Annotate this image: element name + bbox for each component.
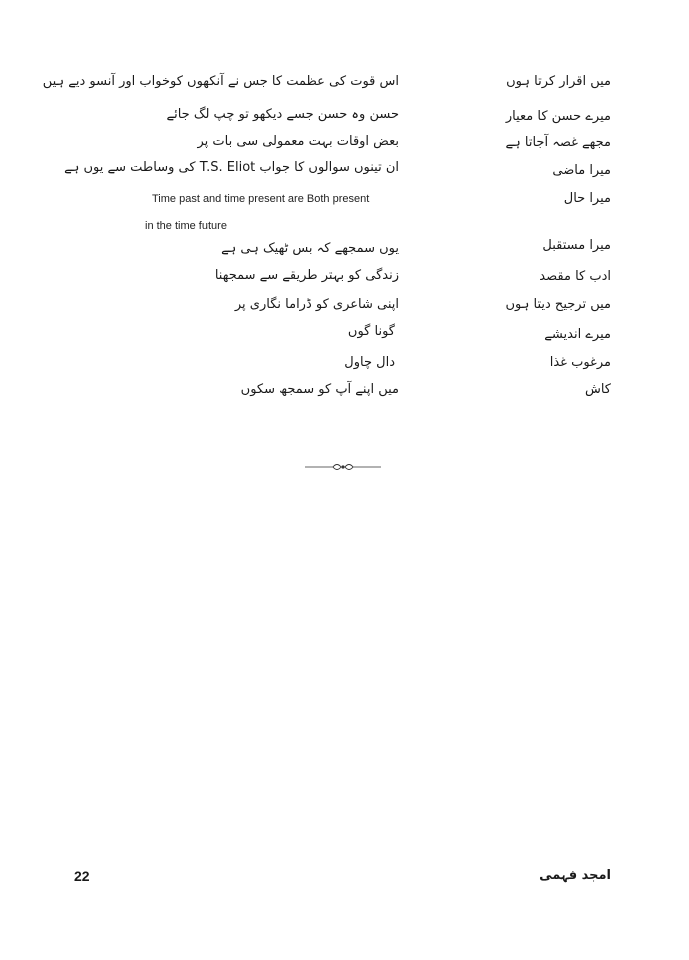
answer-andeshay: گونا گوں [347,324,395,339]
label-kash: کاش [584,382,611,397]
label-ghussa: مجھے غصہ آجاتا ہے [505,135,611,150]
label-adab: ادب کا مقصد [539,269,611,284]
label-husn: میرے حسن کا معیار [505,109,611,124]
answer-kash: میں اپنے آپ کو سمجھ سکوں [240,382,399,397]
answer-ghussa: بعض اوقات بہت معمولی سی بات پر [197,134,399,149]
label-tarjeeh: میں ترجیح دیتا ہوں [505,297,611,312]
answer-mazi: ان تینوں سوالوں کا جواب T.S. Eliot کی وساطت سے یوں ہے [64,160,399,175]
answer-ghiza: دال چاول [344,355,395,370]
label-iqrar: میں اقرار کرتا ہوں [506,74,611,89]
label-ghiza: مرغوب غذا [549,355,611,370]
label-haal: میرا حال [563,191,611,206]
answer-tarjeeh: اپنی شاعری کو ڈراما نگاری پر [234,297,399,312]
answer-iqrar: اس قوت کی عظمت کا جس نے آنکھوں کوخواب اور آنسو دیے ہیں [42,74,399,89]
answer-mustaqbil: یوں سمجھے کہ بس ٹھیک ہی ہے [221,241,399,256]
label-andeshay: میرے اندیشے [544,327,611,342]
label-mazi: میرا ماضی [552,163,611,178]
quote-line-1: Time past and time present are Both present [152,193,370,205]
quote-line-2: in the time future [145,220,227,232]
page-number: 22 [74,868,90,884]
answer-adab: زندگی کو بہتر طریقے سے سمجھنا [214,268,399,283]
label-mustaqbil: میرا مستقبل [542,238,611,253]
answer-husn: حسن وہ حسن جسے دیکھو تو چپ لگ جائے [166,107,399,122]
author-name: امجد فہمی [539,868,611,883]
ornament-divider [303,461,383,473]
